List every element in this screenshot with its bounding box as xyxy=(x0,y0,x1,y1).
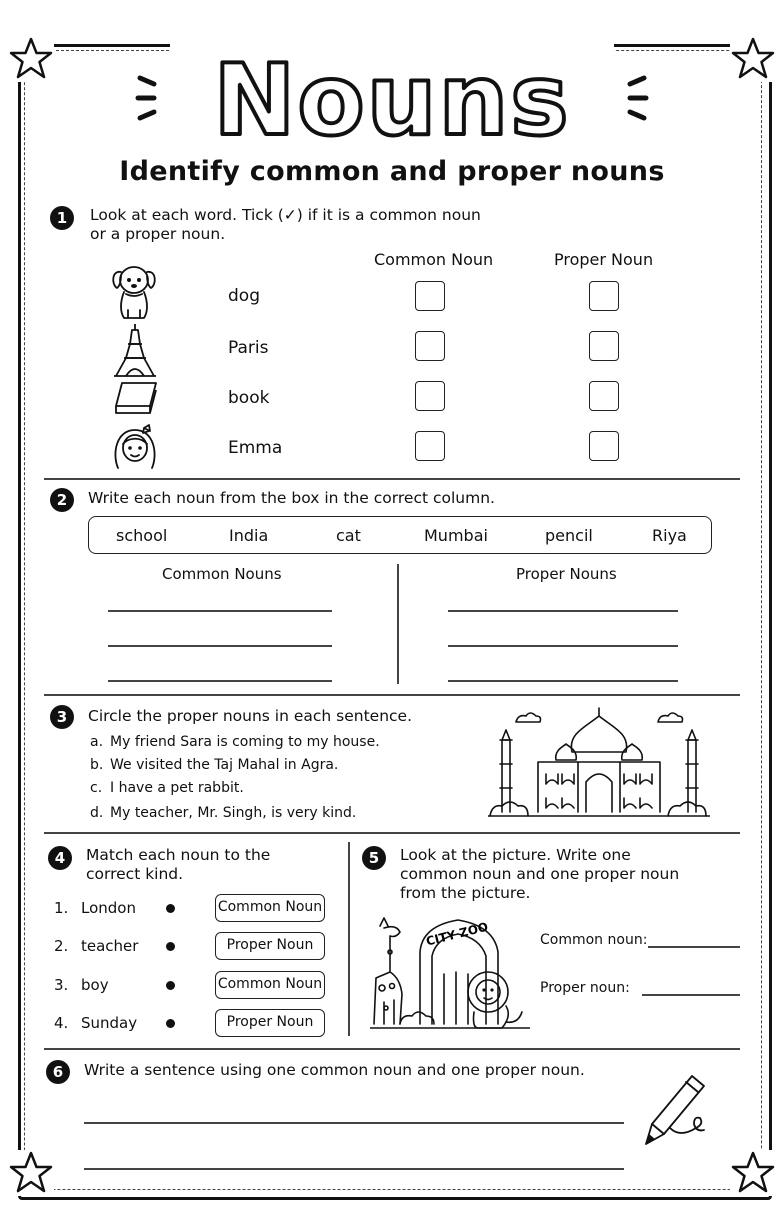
word-box xyxy=(88,516,712,554)
star-icon xyxy=(730,36,776,82)
pencil-icon xyxy=(640,1072,720,1156)
section-5-instruction-line1: Look at the picture. Write one xyxy=(400,846,631,864)
answer-line[interactable] xyxy=(448,610,678,612)
match-item-number: 3. xyxy=(54,976,69,994)
page-subtitle: Identify common and proper nouns xyxy=(119,156,665,187)
column-header-common: Common Noun xyxy=(374,250,494,269)
sentence-text[interactable]: We visited the Taj Mahal in Agra. xyxy=(110,757,339,773)
match-item-word: London xyxy=(81,899,136,917)
section-divider xyxy=(44,694,740,696)
common-noun-answer-line[interactable] xyxy=(648,946,740,948)
section-divider xyxy=(44,1048,740,1050)
section-3-number: 3 xyxy=(50,705,74,729)
match-item-number: 2. xyxy=(54,937,69,955)
section-2-number: 2 xyxy=(50,488,74,512)
taj-mahal-icon xyxy=(488,704,710,820)
page-title xyxy=(130,40,654,152)
checkbox-emma-proper[interactable] xyxy=(589,431,619,461)
sentence-answer-line[interactable] xyxy=(84,1122,624,1124)
checkbox-book-common[interactable] xyxy=(415,381,445,411)
section-5-number: 5 xyxy=(362,846,386,870)
common-noun-label: Common noun: xyxy=(540,932,648,948)
word-box-item: pencil xyxy=(545,526,593,545)
match-option[interactable]: Common Noun xyxy=(215,971,325,999)
match-item-word: Sunday xyxy=(81,1014,138,1032)
page-title-text: Nouns xyxy=(213,44,571,152)
match-option[interactable]: Proper Noun xyxy=(215,1009,325,1037)
book-icon xyxy=(112,380,160,416)
section-4-instruction-line1: Match each noun to the xyxy=(86,846,271,864)
zoo-picture xyxy=(370,912,530,1034)
section-4-instruction xyxy=(86,846,270,884)
sentence-text[interactable]: My friend Sara is coming to my house. xyxy=(110,734,380,750)
section-1-instruction-line1: Look at each word. Tick (✓) if it is a common noun xyxy=(90,206,481,224)
word-book: book xyxy=(228,388,270,408)
zoo-sign-text: CITY ZOO xyxy=(424,919,490,949)
proper-nouns-header: Proper Nouns xyxy=(516,565,617,583)
word-box-item: cat xyxy=(336,526,361,545)
section-4-instruction-line2: correct kind. xyxy=(86,865,184,883)
word-emma: Emma xyxy=(228,438,283,458)
checkbox-emma-common[interactable] xyxy=(415,431,445,461)
sentence-letter: c. xyxy=(90,780,103,796)
word-box-item: Mumbai xyxy=(424,526,488,545)
sentence-letter: d. xyxy=(90,805,104,821)
word-paris: Paris xyxy=(228,338,269,358)
column-divider xyxy=(397,564,399,684)
answer-line[interactable] xyxy=(108,680,332,682)
match-dot[interactable] xyxy=(166,1019,175,1028)
match-item-word: teacher xyxy=(81,937,139,955)
match-item-word: boy xyxy=(81,976,109,994)
section-6-number: 6 xyxy=(46,1060,70,1084)
match-option[interactable]: Proper Noun xyxy=(215,932,325,960)
section-5-instruction-line3: from the picture. xyxy=(400,884,531,902)
checkbox-dog-common[interactable] xyxy=(415,281,445,311)
section-1-number: 1 xyxy=(50,206,74,230)
answer-line[interactable] xyxy=(108,645,332,647)
eiffel-tower-icon xyxy=(112,322,158,378)
section-5-instruction xyxy=(400,846,679,903)
column-header-proper: Proper Noun xyxy=(554,250,654,269)
column-divider xyxy=(348,842,350,1036)
sentence-letter: b. xyxy=(90,757,104,773)
sparkle-right-icon xyxy=(630,78,646,118)
word-box-item: Riya xyxy=(652,526,687,545)
proper-noun-answer-line[interactable] xyxy=(642,994,740,996)
dog-icon xyxy=(108,258,160,322)
section-divider xyxy=(44,478,740,480)
star-icon xyxy=(8,36,54,82)
match-dot[interactable] xyxy=(166,904,175,913)
sentence-text[interactable]: I have a pet rabbit. xyxy=(110,780,244,796)
match-option[interactable]: Common Noun xyxy=(215,894,325,922)
word-dog: dog xyxy=(228,286,260,306)
section-2-instruction: Write each noun from the box in the correct column. xyxy=(88,489,495,507)
section-1-instruction xyxy=(90,206,481,244)
star-icon xyxy=(8,1150,54,1196)
section-4-number: 4 xyxy=(48,846,72,870)
section-6-instruction: Write a sentence using one common noun and one proper noun. xyxy=(84,1061,585,1079)
checkbox-paris-proper[interactable] xyxy=(589,331,619,361)
match-item-number: 1. xyxy=(54,899,69,917)
answer-line[interactable] xyxy=(448,645,678,647)
word-box-item: India xyxy=(229,526,269,545)
answer-line[interactable] xyxy=(448,680,678,682)
match-dot[interactable] xyxy=(166,981,175,990)
sentence-answer-line[interactable] xyxy=(84,1168,624,1170)
girl-icon xyxy=(110,424,160,470)
proper-noun-label: Proper noun: xyxy=(540,980,630,996)
section-5-instruction-line2: common noun and one proper noun xyxy=(400,865,680,883)
match-item-number: 4. xyxy=(54,1014,69,1032)
sentence-letter: a. xyxy=(90,734,104,750)
checkbox-book-proper[interactable] xyxy=(589,381,619,411)
sentence-text[interactable]: My teacher, Mr. Singh, is very kind. xyxy=(110,805,357,821)
section-divider xyxy=(44,832,740,834)
checkbox-dog-proper[interactable] xyxy=(589,281,619,311)
common-nouns-header: Common Nouns xyxy=(162,565,282,583)
sparkle-left-icon xyxy=(138,78,154,118)
section-3-instruction: Circle the proper nouns in each sentence. xyxy=(88,707,413,725)
answer-line[interactable] xyxy=(108,610,332,612)
match-dot[interactable] xyxy=(166,942,175,951)
section-1-instruction-line2: or a proper noun. xyxy=(90,225,226,243)
word-box-item: school xyxy=(116,526,168,545)
checkbox-paris-common[interactable] xyxy=(415,331,445,361)
star-icon xyxy=(730,1150,776,1196)
